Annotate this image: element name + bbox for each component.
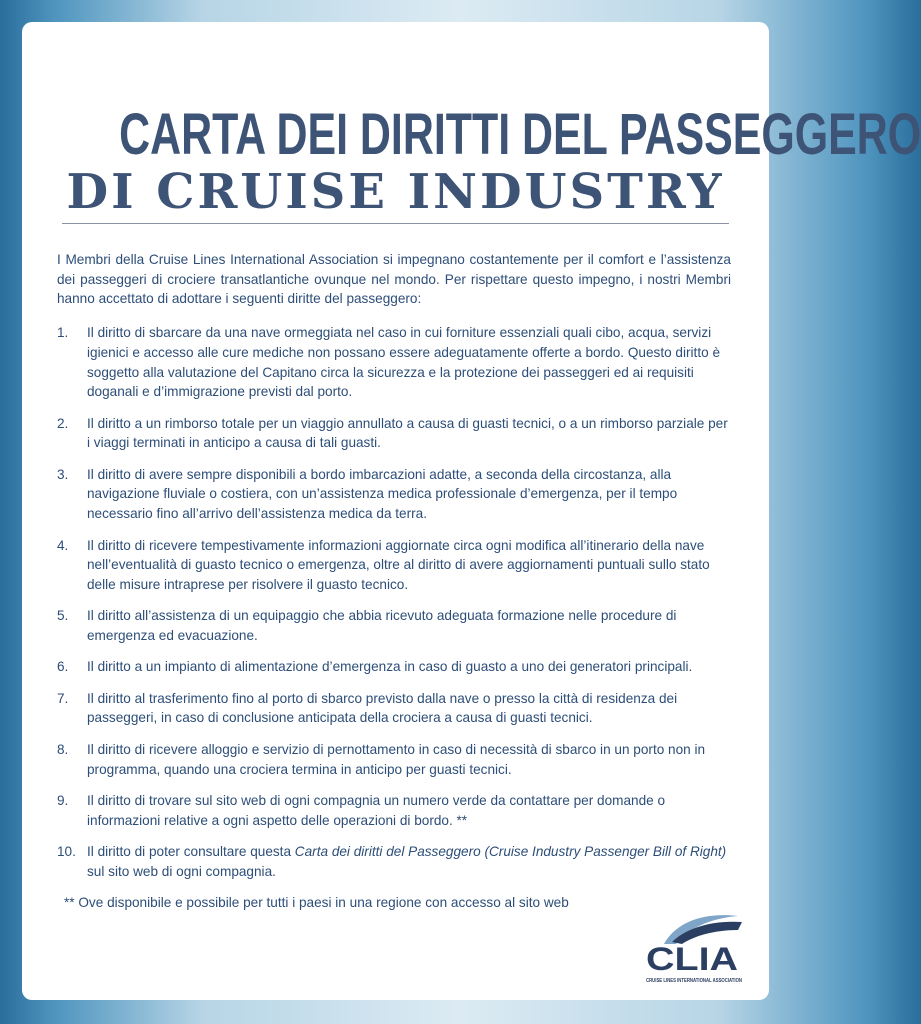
item-text-end: sul sito web di ogni compagnia.	[87, 863, 276, 879]
intro-paragraph: I Membri della Cruise Lines International Association si impegnano costantemente per il comfort e l’assistenza dei passeggeri di crociere transatlantiche ovunque nel mondo. Per rispettare questo impegno, i nostri Membri hanno accettato di adottare i seguenti diritte del passeggero:	[57, 252, 731, 307]
item-text: Il diritto di sbarcare da una nave ormeggiata nel caso in cui forniture essenziali quali cibo, acqua, servizi igienici e accesso alle cure mediche non possano essere adeguatamente offerte a bordo. Questo diritto è soggetto alla valutazione del Capitano circa la sicurezza e la protezione dei passeggeri ed ai requisiti doganali e d’immigrazione previsti dal porto.	[87, 325, 721, 400]
item-number: 10.	[57, 844, 76, 860]
item-text: Il diritto di avere sempre disponibili a bordo imbarcazioni adatte, a seconda della circostanza, alla navigazione fluviale o costiera, con un’assistenza medica professionale d’emergenza, per il tempo necessario fino all’arrivo dell’assistenza medica da terra.	[87, 466, 678, 522]
list-item	[57, 842, 731, 881]
item-number: 2.	[57, 415, 69, 431]
item-text: Il diritto di ricevere tempestivamente informazioni aggiornate circa ogni modifica all’itinerario della nave nell’eventualità di guasto tecnico o emergenza, oltre al diritto di avere aggiornamenti puntuali sullo stato delle misure intraprese per risolvere il guasto tecnico.	[87, 537, 710, 592]
item-text: Il diritto all’assistenza di un equipaggio che abbia ricevuto adeguata formazione nelle procedure di emergenza ed evacuazione.	[87, 608, 677, 643]
item-text: Il diritto a un rimborso totale per un viaggio annullato a causa di guasti tecnici, o a un rimborso parziale per i viaggi terminati in anticipo a causa di tali guasti.	[87, 415, 728, 451]
item-number: 7.	[57, 690, 69, 706]
item-number: 3.	[57, 466, 69, 482]
list-item	[57, 689, 731, 728]
logo-wordmark: CLIA	[646, 941, 738, 977]
list-item	[57, 323, 731, 402]
list-item	[57, 657, 731, 677]
list-item	[57, 791, 731, 830]
item-text: Il diritto di ricevere alloggio e servizio di pernottamento in caso di necessità di sbarco in un porto non in programma, quando una crociera termina in anticipo per guasti tecnici.	[87, 741, 706, 777]
list-item	[57, 465, 731, 524]
footnote: ** Ove disponibile e possibile per tutti i paesi in una regione con accesso al sito web	[64, 895, 569, 911]
item-number: 4.	[57, 537, 69, 553]
list-item	[57, 606, 731, 645]
rights-list	[57, 323, 731, 881]
logo-tagline: CRUISE LINES INTERNATIONAL ASSOCIATION	[646, 978, 743, 984]
title-divider	[62, 223, 729, 224]
document-body	[57, 250, 731, 913]
item-text: Il diritto di poter consultare questa	[87, 844, 295, 860]
title-line-1: CARTA DEI DIRITTI DEL PASSEGGERO	[119, 102, 921, 167]
title-line-2: DI CRUISE INDUSTRY	[66, 164, 725, 220]
item-number: 8.	[57, 741, 69, 757]
bill-title-italic: Carta dei diritti del Passeggero (Cruise Industry Passenger Bill of Right)	[294, 844, 727, 860]
item-text: Il diritto al trasferimento fino al porto di sbarco previsto dalla nave o presso la città di residenza dei passeggeri, in caso di conclusione anticipata della crociera a causa di guasti tecnici.	[87, 690, 678, 726]
item-text: Il diritto a un impianto di alimentazione d’emergenza in caso di guasto a uno dei generatori principali.	[87, 659, 693, 675]
document-page	[22, 22, 921, 1000]
list-item	[57, 536, 731, 595]
item-number: 9.	[57, 792, 69, 808]
item-number: 6.	[57, 659, 69, 675]
item-number: 1.	[57, 325, 69, 341]
list-item	[57, 740, 731, 779]
item-number: 5.	[57, 608, 69, 624]
list-item	[57, 414, 731, 453]
clia-logo	[642, 908, 746, 986]
item-text: Il diritto di trovare sul sito web di ogni compagnia un numero verde da contattare per domande o informazioni relative a ogni aspetto delle operazioni di bordo. **	[87, 792, 666, 828]
